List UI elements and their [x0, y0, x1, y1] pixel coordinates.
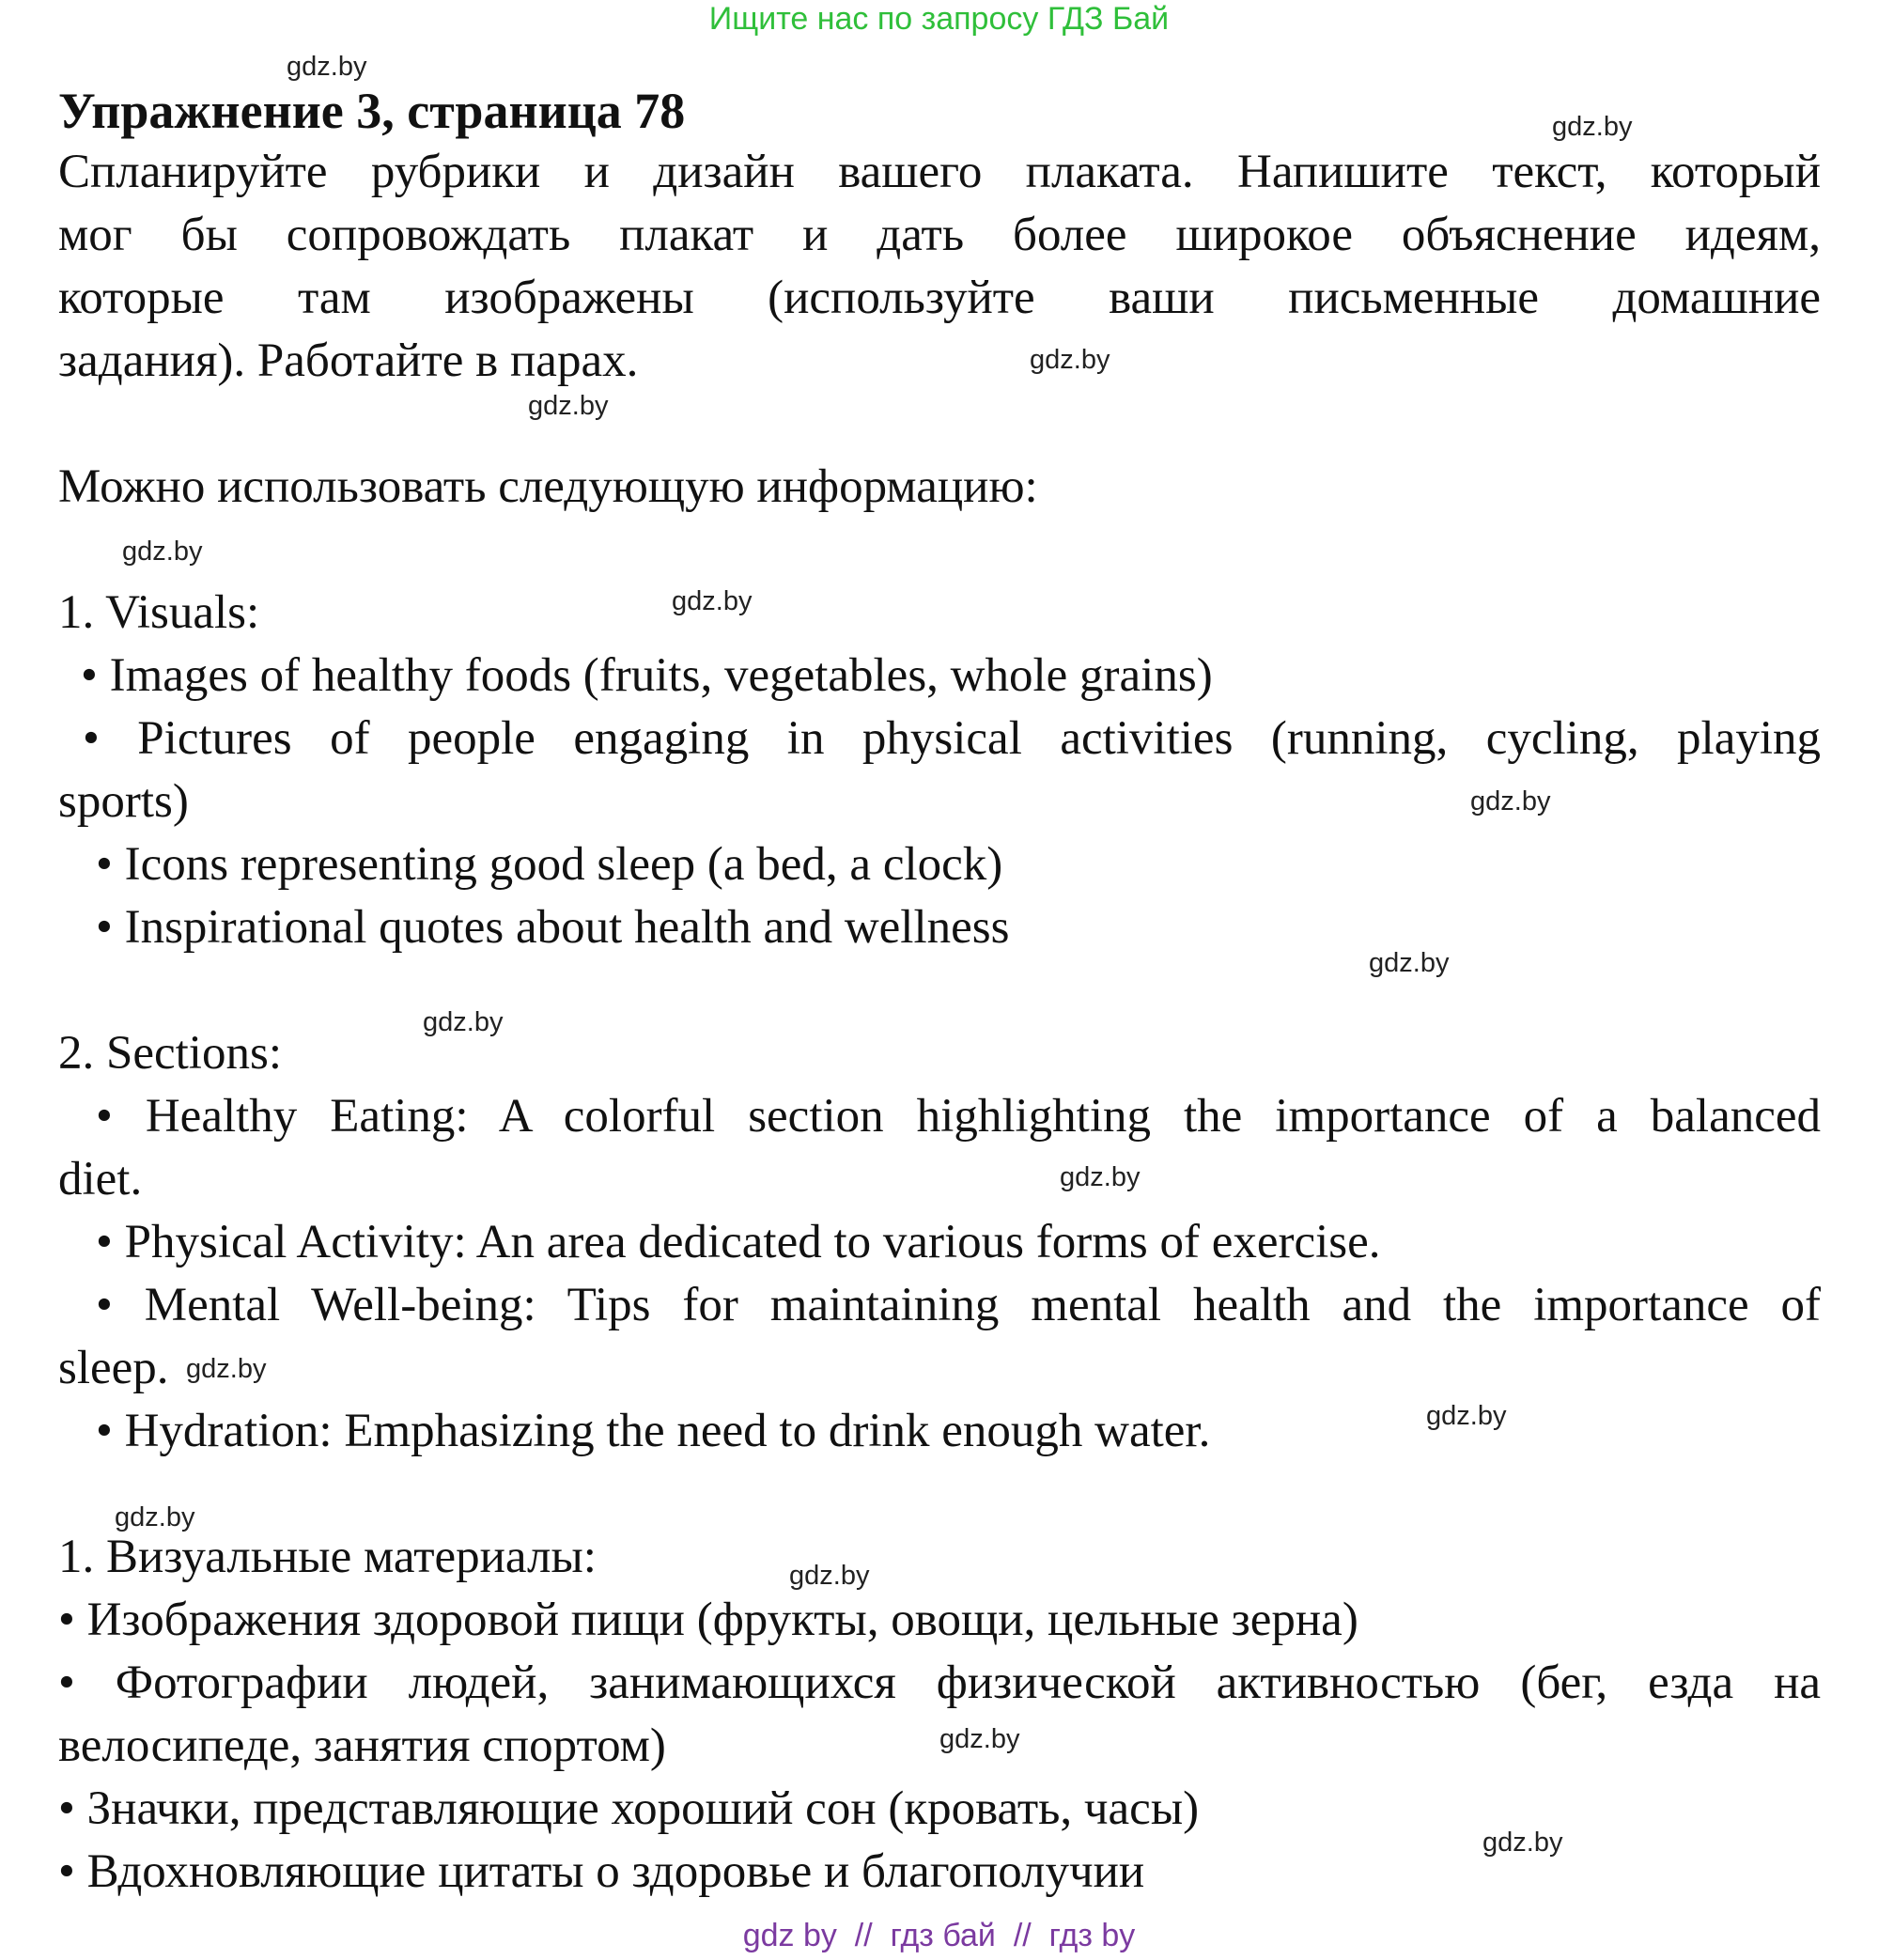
footer-links: gdz by // гдз бай // гдз by: [742, 1918, 1136, 1953]
visuals-ru-heading: 1. Визуальные материалы:: [58, 1531, 597, 1583]
watermark: gdz.by: [1060, 1162, 1141, 1192]
intro-line: Можно использовать следующую информацию:: [58, 460, 1038, 513]
task-line-2: мог бы сопровождать плакат и дать более широкое объяснение идеям,: [58, 209, 1821, 261]
task-line-3: которые там изображены (используйте ваши письменные домашние: [58, 272, 1821, 324]
list-item: • Фотографии людей, занимающихся физической активностью (бег, езда на: [58, 1657, 1821, 1709]
task-line-4: задания). Работайте в парах.: [58, 334, 639, 387]
watermark: gdz.by: [115, 1502, 195, 1532]
watermark: gdz.by: [1426, 1401, 1507, 1431]
list-item-continuation: sleep.: [58, 1342, 169, 1394]
list-item-continuation: sports): [58, 775, 189, 828]
watermark: gdz.by: [1369, 948, 1450, 978]
task-line-1: Спланируйте рубрики и дизайн вашего плаката. Напишите текст, который: [58, 146, 1821, 198]
list-item: • Pictures of people engaging in physical activities (running, cycling, playing: [83, 712, 1821, 765]
watermark: gdz.by: [1552, 112, 1633, 142]
list-item: • Physical Activity: An area dedicated to various forms of exercise.: [96, 1216, 1381, 1268]
watermark: gdz.by: [528, 391, 609, 421]
watermark: gdz.by: [122, 537, 203, 567]
watermark: gdz.by: [1470, 786, 1551, 817]
list-item: • Hydration: Emphasizing the need to drink enough water.: [96, 1405, 1211, 1457]
list-item: • Значки, представляющие хороший сон (кровать, часы): [58, 1782, 1200, 1835]
list-item: • Изображения здоровой пищи (фрукты, овощи, цельные зерна): [58, 1594, 1358, 1646]
watermark: gdz.by: [1030, 345, 1110, 375]
sections-heading: 2. Sections:: [58, 1027, 282, 1080]
watermark: gdz.by: [287, 52, 367, 82]
watermark: gdz.by: [939, 1724, 1020, 1754]
watermark: gdz.by: [789, 1561, 870, 1591]
list-item: • Healthy Eating: A colorful section highlighting the importance of a balanced: [96, 1090, 1821, 1143]
watermark: gdz.by: [186, 1354, 267, 1384]
list-item-continuation: diet.: [58, 1153, 143, 1206]
search-banner: Ищите нас по запросу ГДЗ Бай: [708, 1, 1170, 37]
watermark: gdz.by: [1482, 1828, 1563, 1858]
visuals-heading: 1. Visuals:: [58, 586, 260, 639]
list-item: • Inspirational quotes about health and wellness: [96, 901, 1010, 954]
list-item: • Mental Well-being: Tips for maintaining mental health and the importance of: [96, 1279, 1821, 1331]
page-title: Упражнение 3, страница 78: [58, 83, 686, 139]
list-item: • Вдохновляющие цитаты о здоровье и благополучии: [58, 1845, 1145, 1898]
list-item-continuation: велосипеде, занятия спортом): [58, 1719, 666, 1772]
watermark: gdz.by: [672, 586, 753, 616]
list-item: • Images of healthy foods (fruits, vegetables, whole grains): [81, 649, 1213, 702]
list-item: • Icons representing good sleep (a bed, a clock): [96, 838, 1003, 891]
watermark: gdz.by: [423, 1007, 504, 1037]
